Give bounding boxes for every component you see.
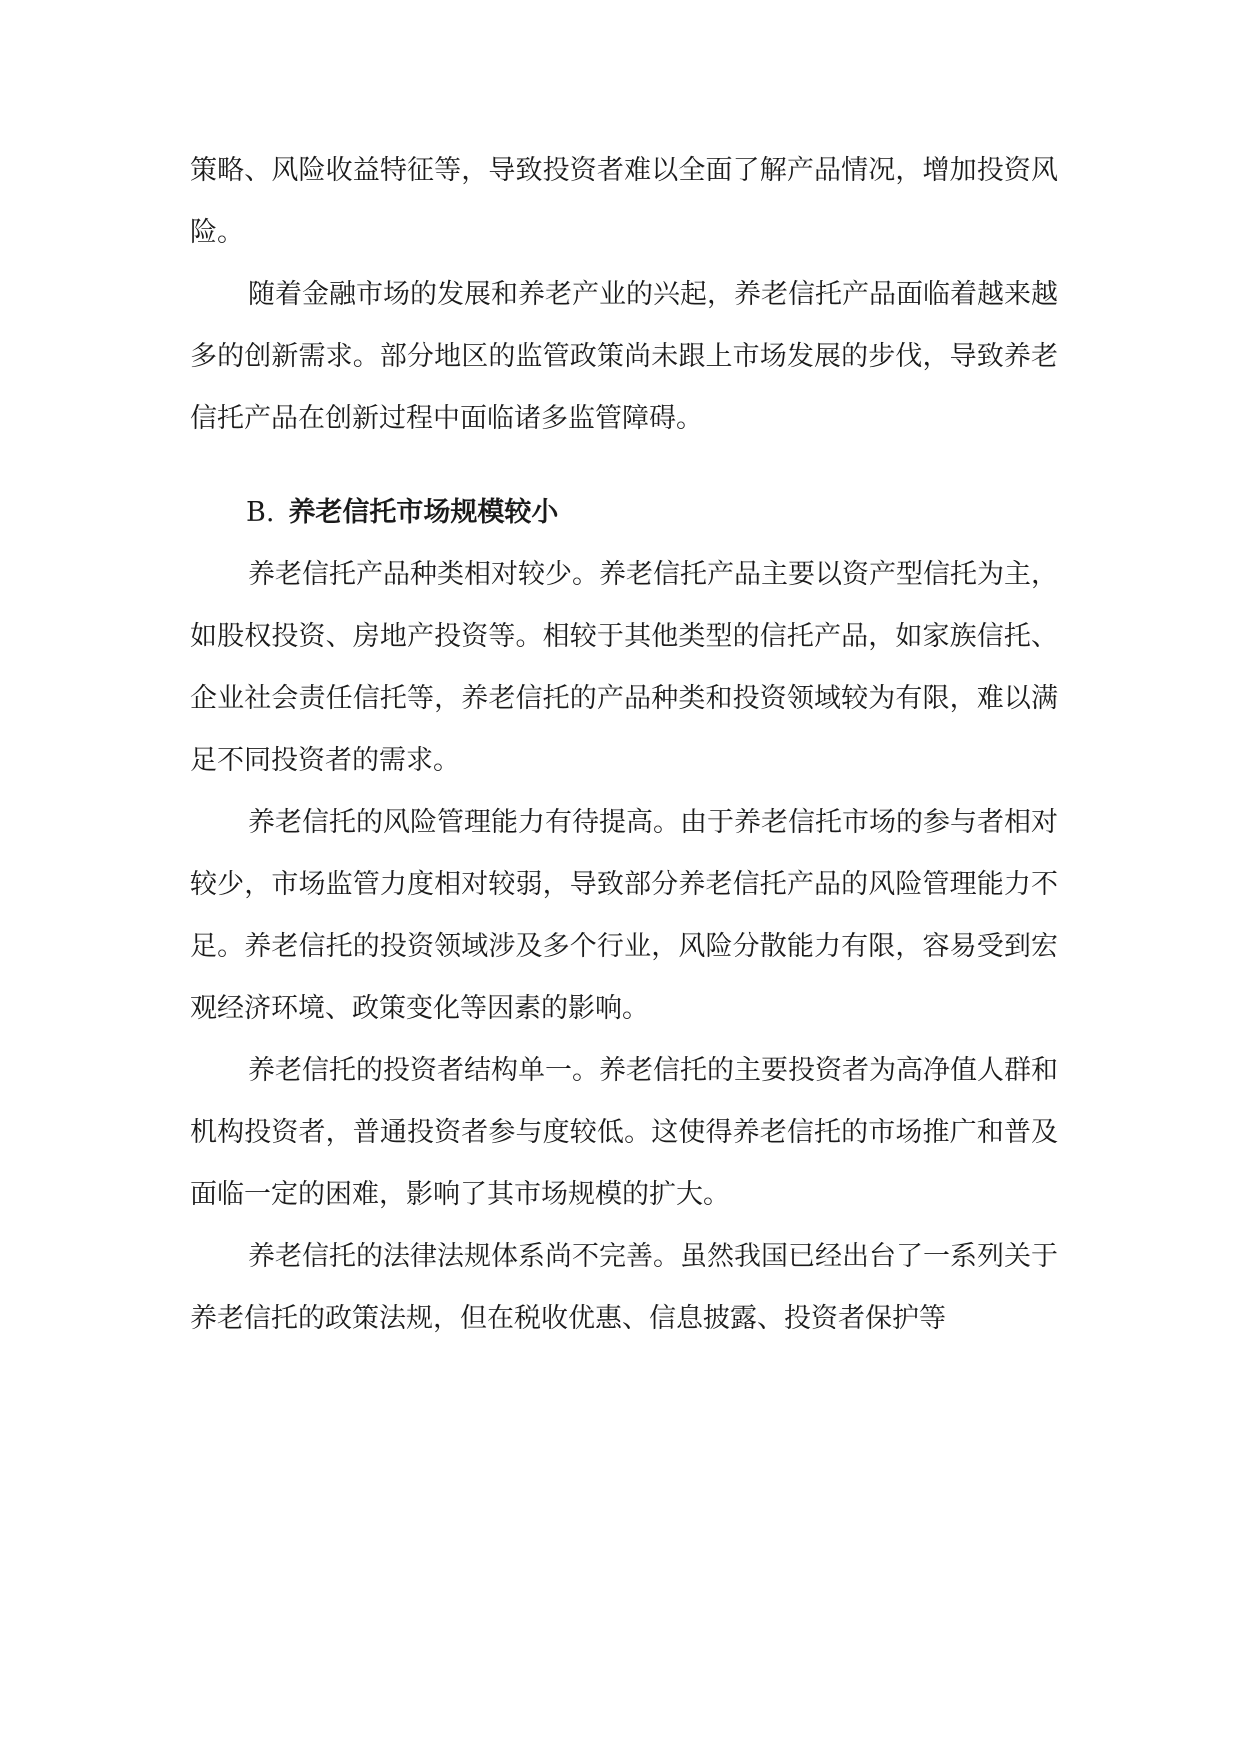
paragraph-legal-framework: 养老信托的法律法规体系尚不完善。虽然我国已经出台了一系列关于养老信托的政策法规，但在税收优惠、信息披露、投资者保护等 <box>190 1241 1058 1334</box>
paragraph-continuation: 策略、风险收益特征等，导致投资者难以全面了解产品情况，增加投资风险。 <box>190 155 1058 248</box>
paragraph-product-variety: 养老信托产品种类相对较少。养老信托产品主要以资产型信托为主，如股权投资、房地产投资等。相较于其他类型的信托产品，如家族信托、企业社会责任信托等，养老信托的产品种类和投资领域较为有限，难以满足不同投资者的需求。 <box>190 559 1058 776</box>
paragraph-risk-management: 养老信托的风险管理能力有待提高。由于养老信托市场的参与者相对较少，市场监管力度相对较弱，导致部分养老信托产品的风险管理能力不足。养老信托的投资领域涉及多个行业，风险分散能力有限，容易受到宏观经济环境、政策变化等因素的影响。 <box>190 807 1058 1024</box>
paragraph-innovation-regulation: 随着金融市场的发展和养老产业的兴起，养老信托产品面临着越来越多的创新需求。部分地区的监管政策尚未跟上市场发展的步伐，导致养老信托产品在创新过程中面临诸多监管障碍。 <box>190 279 1058 434</box>
paragraph-investor-structure: 养老信托的投资者结构单一。养老信托的主要投资者为高净值人群和机构投资者，普通投资者参与度较低。这使得养老信托的市场推广和普及面临一定的困难，影响了其市场规模的扩大。 <box>190 1055 1058 1210</box>
document-body <box>190 140 1058 1350</box>
section-title: 养老信托市场规模较小 <box>288 497 559 528</box>
section-marker: B. <box>246 497 275 528</box>
section-heading <box>190 482 1058 544</box>
